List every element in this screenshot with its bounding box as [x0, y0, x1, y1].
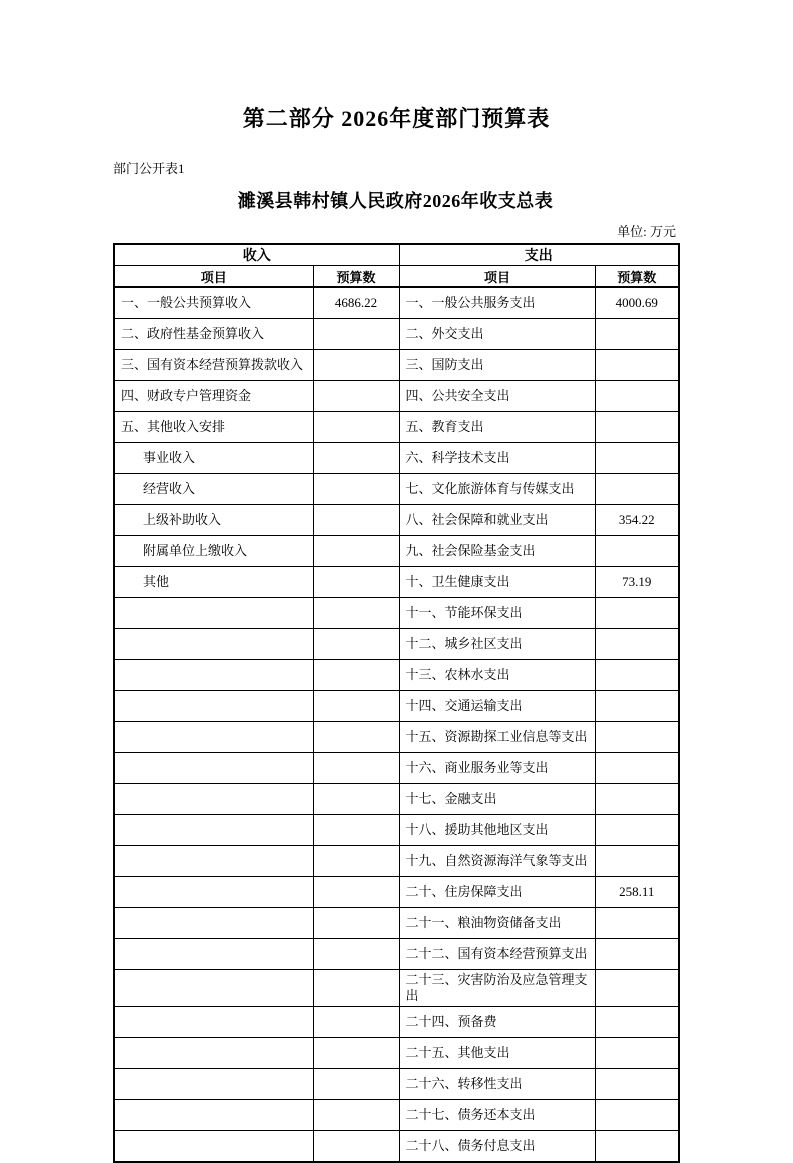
income-item-cell: [114, 1038, 313, 1069]
income-item-cell: [114, 691, 313, 722]
income-item-header: 项目: [114, 266, 313, 288]
expense-item-cell: 二十六、转移性支出: [399, 1069, 595, 1100]
expense-item-cell: 九、社会保险基金支出: [399, 536, 595, 567]
table-row: [114, 1069, 679, 1100]
expense-amount-cell: [595, 784, 679, 815]
expense-amount-cell: [595, 319, 679, 350]
table-row: [114, 846, 679, 877]
income-item-cell: [114, 1007, 313, 1038]
income-amount-cell: [313, 1100, 399, 1131]
expense-item-cell: 十一、节能环保支出: [399, 598, 595, 629]
expense-amount-cell: [595, 1100, 679, 1131]
income-item-cell: 其他: [114, 567, 313, 598]
section-header-row: [114, 244, 679, 266]
income-amount-cell: [313, 970, 399, 1007]
income-item-cell: [114, 1131, 313, 1163]
expense-section-header: 支出: [399, 244, 679, 266]
income-item-cell: [114, 939, 313, 970]
expense-item-cell: 三、国防支出: [399, 350, 595, 381]
expense-amount-cell: 354.22: [595, 505, 679, 536]
expense-item-cell: 二十四、预备费: [399, 1007, 595, 1038]
income-amount-cell: [313, 660, 399, 691]
expense-amount-cell: [595, 908, 679, 939]
table-title: 濉溪县韩村镇人民政府2026年收支总表: [237, 191, 554, 211]
income-amount-cell: [313, 536, 399, 567]
expense-item-cell: 十六、商业服务业等支出: [399, 753, 595, 784]
income-amount-cell: [313, 877, 399, 908]
income-item-cell: 二、政府性基金预算收入: [114, 319, 313, 350]
expense-amount-cell: [595, 443, 679, 474]
income-amount-cell: [313, 443, 399, 474]
expense-amount-cell: [595, 815, 679, 846]
table-row: [114, 1007, 679, 1038]
income-amount-cell: [313, 319, 399, 350]
expense-amount-cell: [595, 660, 679, 691]
expense-item-cell: 五、教育支出: [399, 412, 595, 443]
expense-amount-cell: [595, 474, 679, 505]
expense-item-cell: 二、外交支出: [399, 319, 595, 350]
expense-amount-cell: [595, 629, 679, 660]
expense-amount-cell: [595, 846, 679, 877]
income-amount-cell: [313, 567, 399, 598]
table-row: [114, 815, 679, 846]
income-amount-cell: [313, 908, 399, 939]
expense-amount-cell: [595, 939, 679, 970]
table-row: [114, 412, 679, 443]
income-section-header: 收入: [114, 244, 399, 266]
table-row: [114, 1100, 679, 1131]
expense-amount-cell: 258.11: [595, 877, 679, 908]
expense-item-cell: 二十七、债务还本支出: [399, 1100, 595, 1131]
table-row: [114, 1131, 679, 1163]
income-item-cell: [114, 815, 313, 846]
table-row: [114, 381, 679, 412]
income-item-cell: [114, 1069, 313, 1100]
income-amount-cell: [313, 381, 399, 412]
income-item-cell: [114, 908, 313, 939]
expense-item-cell: 十、卫生健康支出: [399, 567, 595, 598]
document-content: [113, 158, 678, 1163]
income-amount-cell: [313, 1038, 399, 1069]
table-row: [114, 722, 679, 753]
income-item-cell: [114, 970, 313, 1007]
expense-item-cell: 二十、住房保障支出: [399, 877, 595, 908]
table-row: [114, 908, 679, 939]
expense-amount-cell: [595, 1038, 679, 1069]
table-row: [114, 939, 679, 970]
expense-item-cell: 七、文化旅游体育与传媒支出: [399, 474, 595, 505]
expense-item-cell: 十五、资源勘探工业信息等支出: [399, 722, 595, 753]
table-row: [114, 319, 679, 350]
expense-item-cell: 四、公共安全支出: [399, 381, 595, 412]
expense-amount-cell: [595, 1069, 679, 1100]
income-amount-cell: [313, 474, 399, 505]
income-amount-cell: [313, 815, 399, 846]
income-amount-cell: [313, 753, 399, 784]
income-amount-cell: [313, 939, 399, 970]
income-item-cell: [114, 784, 313, 815]
expense-amount-cell: [595, 970, 679, 1007]
expense-item-cell: 十九、自然资源海洋气象等支出: [399, 846, 595, 877]
column-header-row: [114, 266, 679, 288]
expense-item-cell: 二十三、灾害防治及应急管理支出: [399, 970, 595, 1007]
income-amount-cell: [313, 1131, 399, 1163]
table-row: [114, 350, 679, 381]
expense-item-cell: 一、一般公共服务支出: [399, 287, 595, 319]
table-row: [114, 443, 679, 474]
income-item-cell: [114, 598, 313, 629]
income-amount-cell: [313, 722, 399, 753]
income-item-cell: 上级补助收入: [114, 505, 313, 536]
expense-item-cell: 二十五、其他支出: [399, 1038, 595, 1069]
income-item-cell: [114, 877, 313, 908]
budget-table-header: [114, 244, 679, 287]
table-row: [114, 691, 679, 722]
expense-item-cell: 八、社会保障和就业支出: [399, 505, 595, 536]
table-row: [114, 629, 679, 660]
table-row: [114, 1038, 679, 1069]
table-row: [114, 784, 679, 815]
income-amount-cell: [313, 505, 399, 536]
expense-amount-cell: [595, 691, 679, 722]
income-item-cell: 五、其他收入安排: [114, 412, 313, 443]
income-amount-cell: [313, 784, 399, 815]
expense-amount-cell: [595, 412, 679, 443]
expense-amount-cell: [595, 722, 679, 753]
expense-amount-cell: [595, 1131, 679, 1163]
expense-item-cell: 十二、城乡社区支出: [399, 629, 595, 660]
table-row: [114, 598, 679, 629]
income-amount-cell: [313, 1069, 399, 1100]
expense-item-cell: 二十八、债务付息支出: [399, 1131, 595, 1163]
expense-amount-cell: [595, 536, 679, 567]
income-item-cell: [114, 753, 313, 784]
table-row: [114, 970, 679, 1007]
income-amount-cell: [313, 846, 399, 877]
income-item-cell: 三、国有资本经营预算拨款收入: [114, 350, 313, 381]
expense-amount-cell: [595, 753, 679, 784]
expense-item-cell: 六、科学技术支出: [399, 443, 595, 474]
table-row: [114, 505, 679, 536]
expense-item-header: 项目: [399, 266, 595, 288]
income-item-cell: 经营收入: [114, 474, 313, 505]
page-title: 第二部分 2026年度部门预算表: [242, 106, 551, 131]
table-row: [114, 474, 679, 505]
table-row: [114, 877, 679, 908]
expense-item-cell: 十七、金融支出: [399, 784, 595, 815]
income-item-cell: [114, 846, 313, 877]
expense-amount-cell: [595, 350, 679, 381]
table-label: 部门公开表1: [113, 161, 185, 176]
expense-amount-cell: 4000.69: [595, 287, 679, 319]
income-item-cell: [114, 1100, 313, 1131]
expense-item-cell: 十四、交通运输支出: [399, 691, 595, 722]
income-item-cell: 事业收入: [114, 443, 313, 474]
income-item-cell: [114, 660, 313, 691]
table-row: [114, 287, 679, 319]
expense-amount-cell: [595, 598, 679, 629]
income-amount-header: 预算数: [313, 266, 399, 288]
budget-table: [113, 243, 680, 1163]
income-item-cell: [114, 722, 313, 753]
income-item-cell: 四、财政专户管理资金: [114, 381, 313, 412]
expense-item-cell: 二十二、国有资本经营预算支出: [399, 939, 595, 970]
income-amount-cell: [313, 412, 399, 443]
income-item-cell: [114, 629, 313, 660]
expense-amount-cell: 73.19: [595, 567, 679, 598]
income-amount-cell: [313, 598, 399, 629]
expense-item-cell: 十八、援助其他地区支出: [399, 815, 595, 846]
income-amount-cell: [313, 350, 399, 381]
expense-item-cell: 十三、农林水支出: [399, 660, 595, 691]
unit-note: 单位: 万元: [617, 224, 676, 239]
table-row: [114, 567, 679, 598]
table-row: [114, 753, 679, 784]
income-amount-cell: [313, 691, 399, 722]
income-amount-cell: [313, 1007, 399, 1038]
income-item-cell: 附属单位上缴收入: [114, 536, 313, 567]
table-row: [114, 660, 679, 691]
expense-amount-header: 预算数: [595, 266, 679, 288]
table-row: [114, 536, 679, 567]
expense-amount-cell: [595, 381, 679, 412]
budget-table-body: [114, 287, 679, 1162]
income-amount-cell: [313, 629, 399, 660]
expense-item-cell: 二十一、粮油物资储备支出: [399, 908, 595, 939]
expense-amount-cell: [595, 1007, 679, 1038]
income-item-cell: 一、一般公共预算收入: [114, 287, 313, 319]
income-amount-cell: 4686.22: [313, 287, 399, 319]
